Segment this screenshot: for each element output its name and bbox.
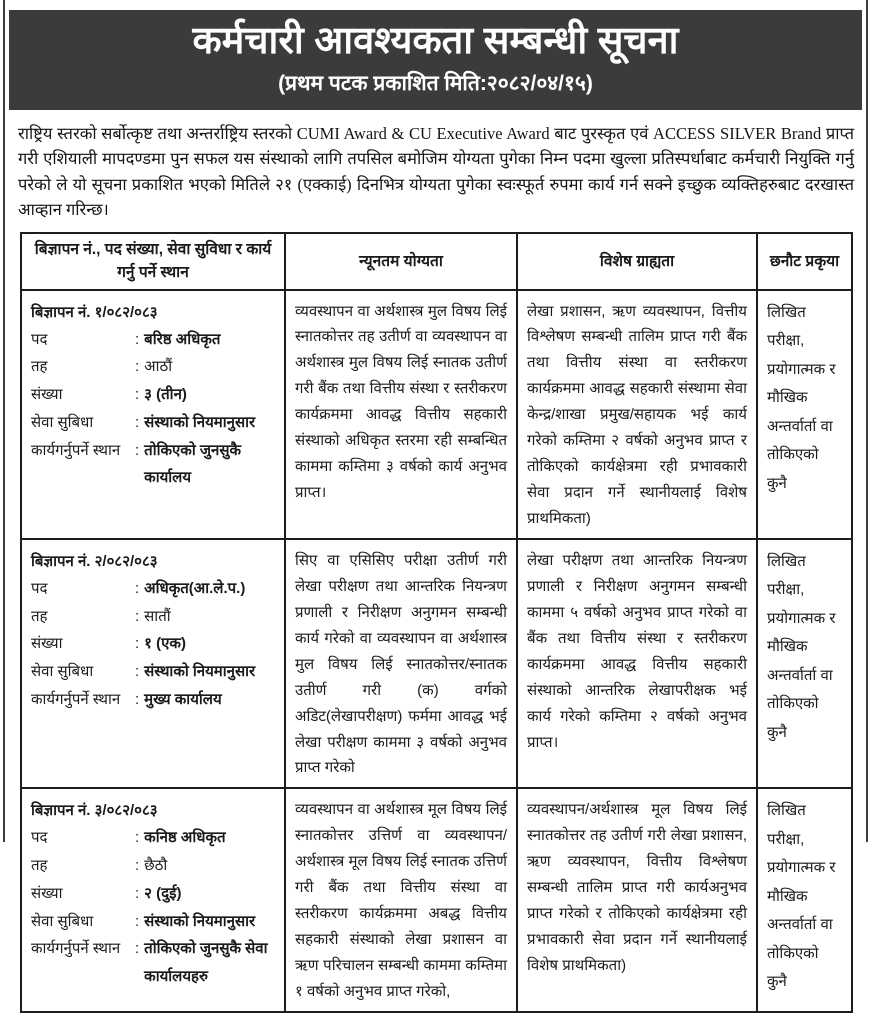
service-benefit-line: सेवा सुबिधा : संस्थाको नियमानुसार [31,912,256,930]
work-location-line: कार्यगर्नुपर्ने स्थान : मुख्य कार्यालय [31,690,222,708]
minimum-qualification-cell: व्यवस्थापन वा अर्थशास्त्र मूल विषय लिई स्नातकोत्तर उत्तिर्ण वा व्यवस्थापन/अर्थशास्त्र मूल विषय लिई स्नातक उत्तिर्ण गरी बैंक तथा वित्तीय संस्था वा स्तरीकरण कार्यक्रममा अबद्ध वित्तीय सहकारी संस्थाको लेखा प्रशासन वा ऋण परिचालन सम्बन्धी काममा कम्तिमा १ वर्षको अनुभव प्राप्त गरेको, [285,788,517,1012]
header-special-preference: विशेष ग्राह्यता [517,233,757,290]
advert-info-cell [21,788,285,1012]
count-line: संख्या : १ (एक) [31,635,186,653]
special-preference-cell: लेखा परीक्षण तथा आन्तरिक नियन्त्रण प्रणाली र निरीक्षण अनुगमन सम्बन्धी काममा ५ वर्षको अनुभव प्राप्त गरेको वा बैंक तथा वित्तीय संस्था र स्तरीकरण कार्यक्रममा आवद्ध वित्तीय सहकारी संस्थाको आन्तरिक लेखापरीक्षक भई कार्य गरेको कम्तिमा २ वर्षको अनुभव प्राप्त। [517,539,757,788]
notice-title: कर्मचारी आवश्यकता सम्बन्धी सूचना [192,20,679,62]
table-header-row [21,233,852,290]
selection-process-cell: लिखित परीक्षा, प्रयोगात्मक र मौखिक अन्तर्वार्ता वा तोकिएको कुनै [757,788,852,1012]
work-location-line: कार्यगर्नुपर्ने स्थान : तोकिएको जुनसुकै कार्यालय [31,441,241,487]
special-preference-cell: व्यवस्थापन/अर्थशास्त्र मूल विषय लिई स्नातकोत्तर तह उतीर्ण गरी लेखा प्रशासन, ऋण व्यवस्थापन, वित्तीय विश्लेषण सम्बन्धी तालिम प्राप्त गरी कार्यअनुभव प्राप्त गरेको र तोकिएको कार्यक्षेत्रमा रही प्रभावकारी सेवा प्रदान गर्ने स्थानीयलाई विशेष प्राथमिकता) [517,788,757,1012]
header-selection-process: छनौट प्रकृया [757,233,852,290]
level-line: तह : छैठौ [31,857,168,875]
selection-process-cell: लिखित परीक्षा, प्रयोगात्मक र मौखिक अन्तर्वार्ता वा तोकिएको कुनै [757,539,852,788]
vacancy-row-1 [21,290,852,539]
publish-date: (प्रथम पटक प्रकाशित मिति:२०८२/०४/१५) [278,71,593,95]
advert-number: बिज्ञापन नं. ३/०८२/०८३ [31,802,158,820]
service-benefit-line: सेवा सुबिधा : संस्थाको नियमानुसार [31,413,256,431]
minimum-qualification-cell: व्यवस्थापन वा अर्थशास्त्र मुल विषय लिई स्नातकोत्तर तह उतीर्ण वा व्यवस्थापन वा अर्थशास्त्र मुल विषय लिई स्नातक उतीर्ण गरी बैंक तथा वित्तीय संस्था र स्तरीकरण कार्यक्रममा आवद्ध वित्तीय सहकारी संस्थाको अधिकृत स्तरमा रही सम्बन्धित काममा कम्तिमा ३ वर्षको कार्य अनुभव प्राप्त। [285,290,517,539]
work-location-line: कार्यगर्नुपर्ने स्थान : तोकिएको जुनसुकै सेवा कार्यालयहरु [31,940,268,986]
vacancy-row-3 [21,788,852,1012]
vacancy-table [20,232,853,1013]
intro-paragraph: राष्ट्रिय स्तरको सर्बोत्कृष्ट तथा अन्तर्राष्ट्रिय स्तरको CUMI Award & CU Executive Award बाट पुरस्कृत एवं ACCESS SILVER Brand प्राप्त गरी एशियाली मापदण्डमा पुन सफल यस संस्थाको लागि तपसिल बमोजिम योग्यता पुगेका निम्न पदमा खुल्ला प्रतिस्पर्धाबाट कर्मचारी नियुक्ति गर्नु परेको ले यो सूचना प्रकाशित भएको मितिले २१ (एक्काई) दिनभित्र योग्यता पुगेका स्वःस्फूर्त रुपमा कार्य गर्न सक्ने इच्छुक व्यक्तिहरुबाट दरखास्त आव्हान गरिन्छ। [18,123,854,220]
advert-info-cell [21,539,285,788]
position-line: पद : कनिष्ठ अधिकृत [31,829,226,847]
advert-number: बिज्ञापन नं. २/०८२/०८३ [31,552,158,570]
count-line: संख्या : २ (दुई) [31,884,182,902]
count-line: संख्या : ३ (तीन) [31,386,187,404]
level-line: तह : सातौं [31,607,171,625]
selection-process-cell: लिखित परीक्षा, प्रयोगात्मक र मौखिक अन्तर्वार्ता वा तोकिएको कुनै [757,290,852,539]
notice-page-frame [3,0,868,1000]
position-line: पद : बरिष्ठ अधिकृत [31,330,221,348]
header-minimum-qualification: न्यूनतम योग्यता [285,233,517,290]
advert-info-cell [21,290,285,539]
vacancy-row-2 [21,539,852,788]
notice-banner [9,10,862,110]
minimum-qualification-cell: सिए वा एसिसिए परीक्षा उतीर्ण गरी लेखा परीक्षण तथा आन्तरिक नियन्त्रण प्रणाली र निरीक्षण अनुगमन सम्बन्धी कार्य गरेको वा व्यवस्थापन वा अर्थशास्त्र मुल विषय लिई स्नातकोत्तर/स्नातक उतीर्ण गरी (क) वर्गको अडिट(लेखापरीक्षण) फर्ममा आवद्ध भई लेखा परीक्षण काममा ३ वर्षको अनुभव प्राप्त गरेको [285,539,517,788]
service-benefit-line: सेवा सुबिधा : संस्थाको नियमानुसार [31,663,256,681]
advert-number: बिज्ञापन नं. १/०८२/०८३ [31,303,158,321]
level-line: तह : आठौं [31,358,173,376]
special-preference-cell: लेखा प्रशासन, ऋण व्यवस्थापन, वित्तीय विश्लेषण सम्बन्धी तालिम प्राप्त गरी बैंक तथा वित्तीय संस्था वा स्तरीकरण कार्यक्रममा आवद्ध सहकारी संस्थामा सेवा केन्द्र/शाखा प्रमुख/सहायक भई कार्य गरेको कम्तिमा २ वर्षको अनुभव प्राप्त र तोकिएको कार्यक्षेत्रमा रही प्रभावकारी सेवा प्रदान गर्ने स्थानीयलाई विशेष प्राथमिकता) [517,290,757,539]
header-advert-info: बिज्ञापन नं., पद संख्या, सेवा सुविधा र कार्य गर्नु पर्ने स्थान [21,233,285,290]
position-line: पद : अधिकृत(आ.ले.प.) [31,579,246,597]
